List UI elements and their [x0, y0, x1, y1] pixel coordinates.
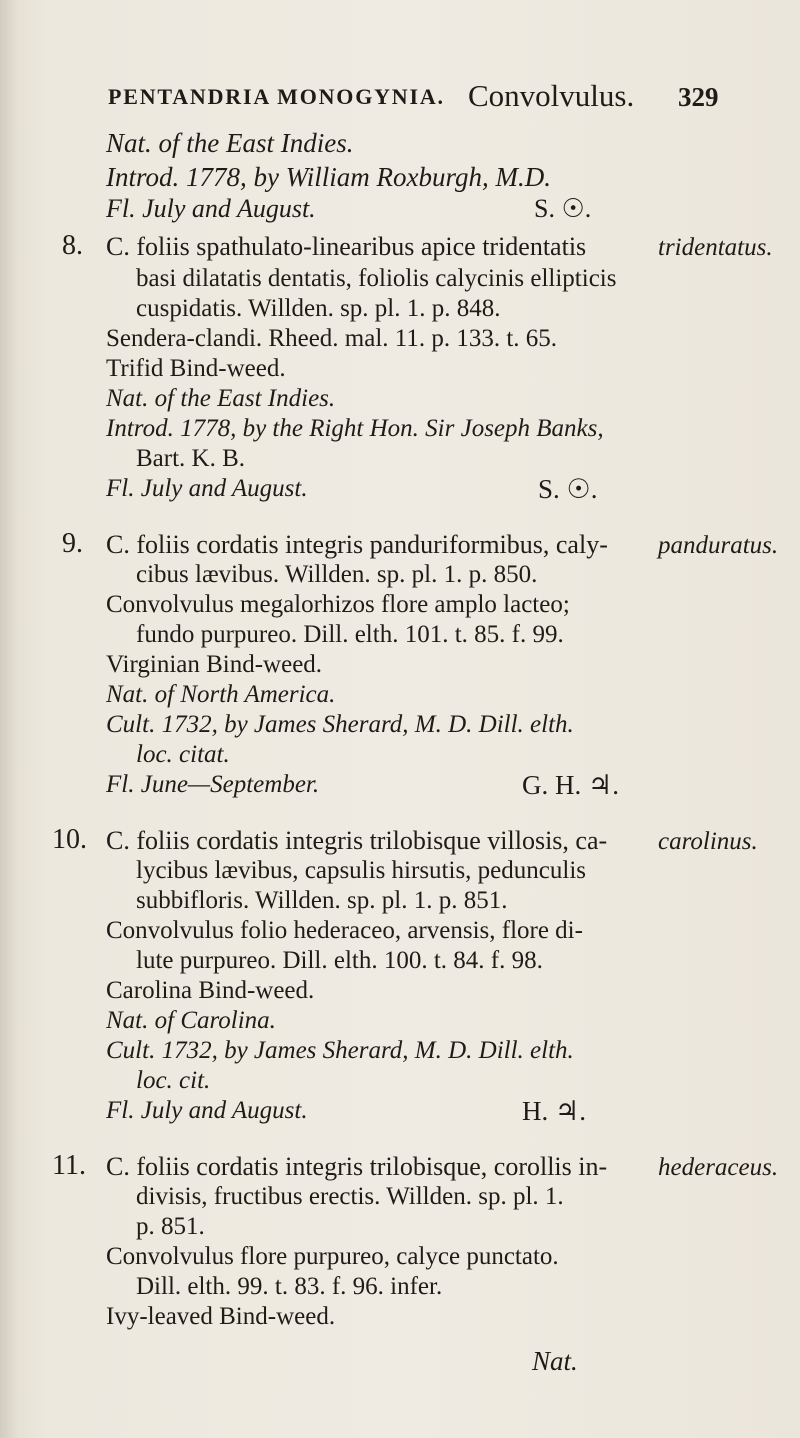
species-line: Dill. elth. 99. t. 83. f. 96. infer.	[136, 1273, 443, 1300]
trivial-name: panduratus.	[658, 532, 779, 559]
species-line: Cult. 1732, by James Sherard, M. D. Dill. elth.	[106, 1037, 574, 1064]
species-line: Cult. 1732, by James Sherard, M. D. Dill. elth.	[106, 711, 574, 738]
species-line: basi dilatatis dentatis, foliolis calycinis ellipticis	[136, 265, 617, 292]
species-line: fundo purpureo. Dill. elth. 101. t. 85. f. 99.	[136, 621, 564, 648]
species-line: Fl. July and August.	[106, 475, 308, 502]
species-line: Ivy-leaved Bind-weed.	[106, 1303, 336, 1330]
species-line: lute purpureo. Dill. elth. 100. t. 84. f. 98.	[136, 947, 543, 974]
species-line: Carolina Bind-weed.	[106, 977, 315, 1004]
species-number: 9.	[62, 528, 83, 559]
culture-sign: G. H. ♃.	[522, 770, 619, 800]
culture-sign: H. ♃.	[522, 1096, 586, 1126]
trivial-name: hederaceus.	[658, 1154, 779, 1181]
species-line: divisis, fructibus erectis. Willden. sp. pl. 1.	[136, 1183, 564, 1210]
gutter-shadow	[0, 0, 18, 1438]
species-number: 10.	[52, 824, 87, 855]
species-line: Nat. of Carolina.	[106, 1007, 276, 1034]
trivial-name: carolinus.	[658, 828, 758, 855]
species-line: Sendera-clandi. Rheed. mal. 11. p. 133. t. 65.	[106, 325, 558, 352]
species-line: C. foliis spathulato-linearibus apice tridentatis	[106, 232, 587, 261]
culture-sign: S. ☉.	[538, 474, 598, 504]
species-line: loc. cit.	[136, 1067, 211, 1094]
species-line: Fl. June—September.	[106, 771, 320, 798]
species-line: Nat. of the East Indies.	[106, 385, 336, 412]
species-line: Fl. July and August.	[106, 1097, 308, 1124]
species-line: Trifid Bind-weed.	[106, 355, 286, 382]
species-line: cuspidatis. Willden. sp. pl. 1. p. 848.	[136, 295, 501, 322]
species-line: subbifloris. Willden. sp. pl. 1. p. 851.	[136, 887, 508, 914]
species-number: 8.	[62, 230, 83, 261]
catchword: Nat.	[532, 1346, 578, 1376]
species-line: Bart. K. B.	[136, 445, 246, 472]
intro-flowering: Fl. July and August.	[106, 194, 316, 223]
page-number: 329	[678, 82, 719, 112]
species-line: C. foliis cordatis integris trilobisque, corollis in-	[106, 1152, 608, 1181]
species-line: Convolvulus megalorhizos flore amplo lacteo;	[106, 591, 570, 618]
running-head-genus: Convolvulus.	[468, 78, 635, 113]
species-line: C. foliis cordatis integris panduriformibus, caly-	[106, 530, 608, 559]
species-number: 11.	[52, 1150, 86, 1181]
running-head-class: PENTANDRIA MONOGYNIA.	[108, 84, 445, 109]
species-line: p. 851.	[136, 1213, 205, 1240]
species-line: C. foliis cordatis integris trilobisque villosis, ca-	[106, 826, 608, 855]
species-line: Convolvulus folio hederaceo, arvensis, flore di-	[106, 917, 583, 944]
intro-introd: Introd. 1778, by William Roxburgh, M.D.	[106, 162, 551, 192]
intro-sign: S. ☉.	[534, 194, 592, 223]
species-line: Nat. of North America.	[106, 681, 336, 708]
species-line: Introd. 1778, by the Right Hon. Sir Joseph Banks,	[106, 415, 604, 442]
species-line: Convolvulus flore purpureo, calyce punctato.	[106, 1243, 559, 1270]
species-line: cibus lævibus. Willden. sp. pl. 1. p. 850.	[136, 561, 538, 588]
trivial-name: tridentatus.	[658, 234, 773, 261]
species-line: loc. citat.	[136, 741, 230, 768]
intro-nat: Nat. of the East Indies.	[106, 128, 354, 158]
species-line: Virginian Bind-weed.	[106, 651, 323, 678]
species-line: lycibus lævibus, capsulis hirsutis, pedunculis	[136, 857, 586, 884]
running-head	[0, 78, 800, 118]
